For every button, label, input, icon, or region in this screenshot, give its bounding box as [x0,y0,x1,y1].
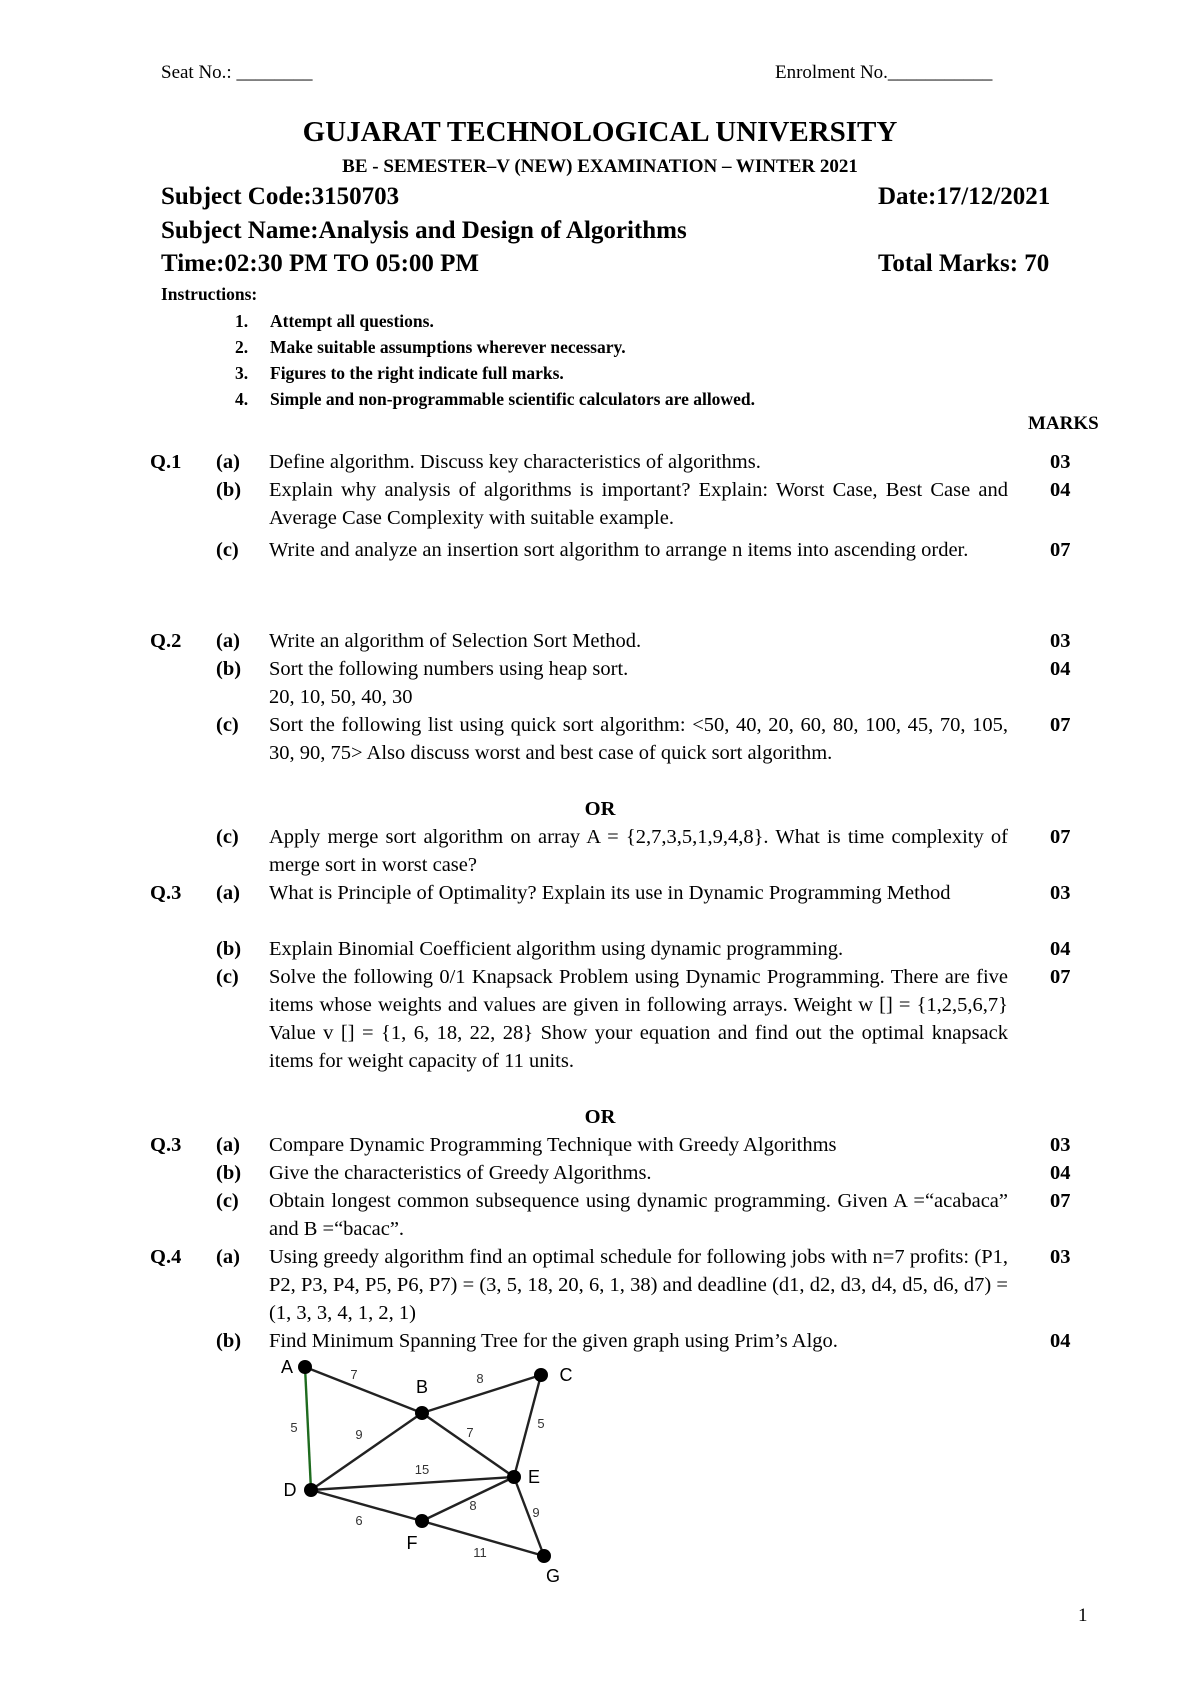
subquestion-label: (a) [216,1246,240,1268]
subquestion-label: (a) [216,451,240,473]
subquestion-label: (c) [216,966,239,988]
graph-node-e [507,1470,521,1484]
question-text: Sort the following list using quick sort algorithm: <50, 40, 20, 60, 80, 100, 45, 70, 105, 30, 90, 75> Also discuss worst and best case of quick sort algorithm. [269,714,1008,764]
subquestion-label: (b) [216,658,242,680]
graph-node-d [304,1483,318,1497]
edge-weight-label: 15 [414,1462,430,1477]
question-marks: 03 [1050,630,1071,652]
edge-weight-label: 5 [537,1416,545,1431]
university-title: GUJARAT TECHNOLOGICAL UNIVERSITY [302,116,898,148]
page-number: 1 [1078,1605,1088,1626]
question-marks: 04 [1050,658,1071,680]
question-marks: 04 [1050,1162,1071,1184]
subquestion-label: (b) [216,1330,242,1352]
instruction-number: 2. [235,337,249,357]
question-data: 20, 10, 50, 40, 30 [269,686,413,708]
node-label: E [527,1467,541,1487]
instruction-item: Figures to the right indicate full marks. [270,363,564,383]
edge-weight-label: 11 [473,1545,487,1560]
question-number: Q.2 [150,630,182,652]
node-label: A [280,1357,294,1377]
question-text: What is Principle of Optimality? Explain its use in Dynamic Programming Method [269,882,951,904]
graph-edge-b-d [311,1413,422,1490]
question-marks: 03 [1050,1246,1071,1268]
question-text: Find Minimum Spanning Tree for the given graph using Prim’s Algo. [269,1330,838,1352]
or-separator: OR [584,798,616,820]
graph-edge-a-d [305,1367,311,1490]
question-number: Q.3 [150,882,182,904]
instruction-item: Simple and non-programmable scientific calculators are allowed. [270,389,755,409]
instruction-number: 4. [235,389,249,409]
or-separator: OR [584,1106,616,1128]
edge-weight-label: 9 [532,1505,540,1520]
graph-node-b [415,1406,429,1420]
subquestion-label: (c) [216,826,239,848]
edge-weight-label: 7 [466,1425,474,1440]
total-marks: Total Marks: 70 [878,250,1050,277]
subquestion-label: (a) [216,630,240,652]
node-label: G [545,1566,561,1586]
node-label: C [559,1365,573,1385]
subquestion-label: (a) [216,1134,240,1156]
instruction-item: Attempt all questions. [270,311,434,331]
subquestion-label: (b) [216,1162,242,1184]
question-text: Define algorithm. Discuss key characteristics of algorithms. [269,451,761,473]
question-text: Using greedy algorithm find an optimal schedule for following jobs with n=7 profits: (P1, P2, P3, P4, P5, P6, P7) = (3, 5, 18, 20, 6, 1, 38) and deadline (d1, d2, d3, d4, d5, d6, d7) = (1, 3, 3, 4, 1, 2, 1) [269,1246,1008,1324]
exam-time: Time:02:30 PM TO 05:00 PM [161,250,480,277]
node-label: B [415,1377,429,1397]
question-text: Write and analyze an insertion sort algorithm to arrange n items into ascending order. [269,539,969,561]
graph-node-c [534,1368,548,1382]
question-text: Obtain longest common subsequence using dynamic programming. Given A =“acabaca” and B =“bacac”. [269,1190,1008,1240]
edge-weight-label: 8 [469,1498,477,1513]
question-text: Explain Binomial Coefficient algorithm using dynamic programming. [269,938,844,960]
graph-edge-a-b [305,1367,422,1413]
instruction-number: 3. [235,363,249,383]
question-number: Q.1 [150,451,182,473]
seat-number-field: Seat No.: ________ [161,62,313,83]
question-marks: 07 [1050,1190,1071,1212]
graph-edge-b-e [422,1413,514,1477]
question-marks: 07 [1050,966,1071,988]
subquestion-label: (b) [216,938,242,960]
question-text: Explain why analysis of algorithms is important? Explain: Worst Case, Best Case and Average Case Complexity with suitable example. [269,479,1008,529]
subquestion-label: (c) [216,714,239,736]
instruction-number: 1. [235,311,249,331]
question-marks: 03 [1050,451,1071,473]
graph-node-g [537,1549,551,1563]
graph-node-a [298,1360,312,1374]
edge-weight-label: 5 [290,1420,298,1435]
question-marks: 04 [1050,479,1071,501]
edge-weight-label: 6 [355,1513,363,1528]
instruction-item: Make suitable assumptions wherever necessary. [270,337,626,357]
subquestion-label: (c) [216,1190,239,1212]
question-marks: 07 [1050,714,1071,736]
enrolment-number-field: Enrolment No.___________ [775,62,993,83]
question-text: Write an algorithm of Selection Sort Method. [269,630,642,652]
question-marks: 07 [1050,826,1071,848]
question-marks: 03 [1050,1134,1071,1156]
subject-name: Subject Name:Analysis and Design of Algorithms [161,217,687,244]
question-marks: 04 [1050,938,1071,960]
node-label: D [283,1480,297,1500]
question-marks: 04 [1050,1330,1071,1352]
question-number: Q.4 [150,1246,182,1268]
question-number: Q.3 [150,1134,182,1156]
edge-weight-label: 8 [476,1371,484,1386]
edge-weight-label: 7 [350,1367,358,1382]
question-text: Solve the following 0/1 Knapsack Problem using Dynamic Programming. There are five items whose weights and values are given in following arrays. Weight w [] = {1,2,5,6,7} Value v [] = {1, 6, 18, 22, 28} Show your equation and find out the optimal knapsack items for weight capacity of 11 units. [269,966,1008,1072]
graph-node-f [415,1514,429,1528]
subquestion-label: (a) [216,882,240,904]
subject-code: Subject Code:3150703 [161,183,400,210]
subquestion-label: (b) [216,479,242,501]
instructions-heading: Instructions: [161,284,258,304]
graph-edge-f-e [422,1477,514,1521]
edge-weight-label: 9 [355,1427,363,1442]
exam-title: BE - SEMESTER–V (NEW) EXAMINATION – WINTER 2021 [342,156,858,177]
graph-edge-d-f [311,1490,422,1521]
question-text: Compare Dynamic Programming Technique with Greedy Algorithms [269,1134,837,1156]
marks-heading: MARKS [1028,413,1099,434]
node-label: F [406,1533,418,1553]
question-marks: 03 [1050,882,1071,904]
question-marks: 07 [1050,539,1071,561]
question-text: Apply merge sort algorithm on array A = {2,7,3,5,1,9,4,8}. What is time complexity of merge sort in worst case? [269,826,1008,876]
question-text: Give the characteristics of Greedy Algorithms. [269,1162,652,1184]
graph-edge-d-e [311,1477,514,1490]
exam-date: Date:17/12/2021 [878,183,1051,210]
subquestion-label: (c) [216,539,239,561]
question-text: Sort the following numbers using heap sort. [269,658,629,680]
